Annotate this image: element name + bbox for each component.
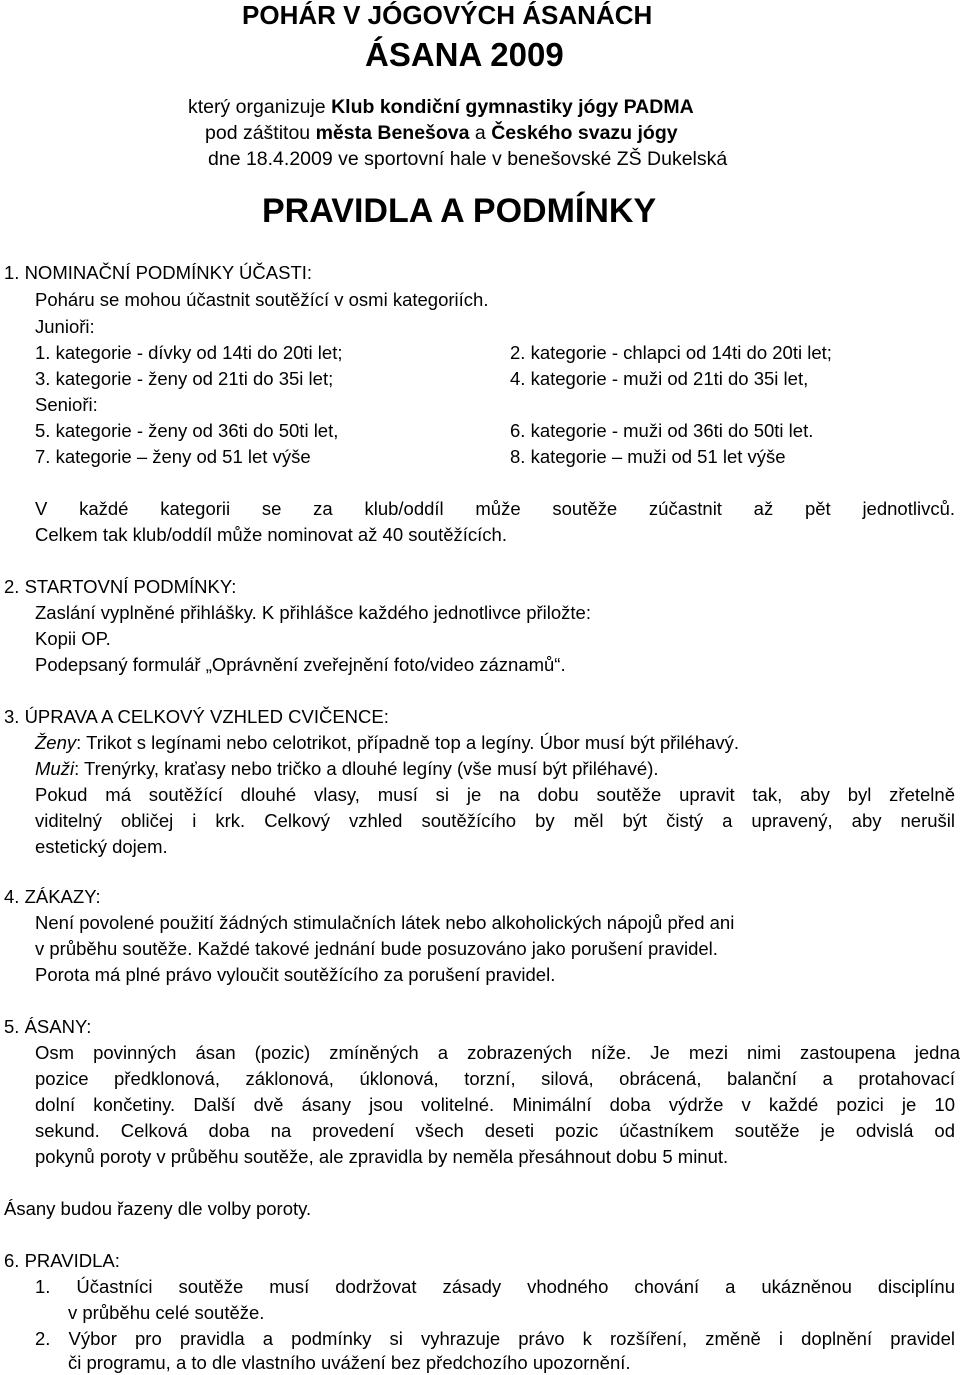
section-3-paragraph-line-2: viditelný obličej i krk. Celkový vzhled soutěžícího by měl být čistý a upravený, aby nerušil xyxy=(35,810,955,831)
section-4-line-1: Není povolené použití žádných stimulačních látek nebo alkoholických nápojů před ani xyxy=(35,912,735,933)
section-3-paragraph-line-3: estetický dojem. xyxy=(35,836,168,857)
section-4-line-3: Porota má plné právo vyloučit soutěžícího za porušení pravidel. xyxy=(35,964,556,985)
patronage-prefix: pod záštitou xyxy=(205,122,316,144)
men-outfit-line xyxy=(35,758,659,780)
juniors-label: Junioři: xyxy=(35,316,95,337)
patronage-line xyxy=(205,122,678,145)
date-line: dne 18.4.2009 ve sportovní hale v benešovské ZŠ Dukelská xyxy=(208,148,728,170)
section-3-heading: 3. ÚPRAVA A CELKOVÝ VZHLED CVIČENCE: xyxy=(4,706,389,727)
organizer-prefix: který organizuje xyxy=(188,96,332,118)
organizer-line xyxy=(188,96,694,119)
seniors-label: Senioři: xyxy=(35,394,98,415)
rule-2-line-1: 2. Výbor pro pravidla a podmínky si vyhrazuje právo k rozšíření, změně i doplnění pravidel xyxy=(35,1328,955,1349)
section-5-line-5: pokynů poroty v průběhu soutěže, ale zpravidla by neměla přesáhnout dobu 5 minut. xyxy=(35,1146,729,1167)
category-1: 1. kategorie - dívky od 14ti do 20ti let; xyxy=(35,342,343,363)
order-note: Ásany budou řazeny dle volby poroty. xyxy=(4,1198,312,1219)
women-outfit-line xyxy=(35,732,739,754)
patron-city: města Benešova xyxy=(315,122,470,144)
section-1-paragraph-1: V každé kategorii se za klub/oddíl může soutěže zúčastnit až pět jednotlivců. xyxy=(35,498,955,519)
section-5-line-2: pozice předklonová, záklonová, úklonová, torzní, silová, obrácená, balanční a protahovací xyxy=(35,1068,955,1089)
category-4: 4. kategorie - muži od 21ti do 35i let, xyxy=(510,368,809,389)
section-2-line-1: Zaslání vyplněné přihlášky. K přihlášce každého jednotlivce přiložte: xyxy=(35,602,591,623)
category-3: 3. kategorie - ženy od 21ti do 35i let; xyxy=(35,368,334,389)
section-1-heading: 1. NOMINAČNÍ PODMÍNKY ÚČASTI: xyxy=(4,262,313,283)
rule-1-line-2: v průběhu celé soutěže. xyxy=(68,1302,265,1323)
patronage-and: a xyxy=(469,122,492,144)
women-label: Ženy xyxy=(35,732,77,753)
rule-2-line-2: či programu, a to dle vlastního uvážení bez předchozího upozornění. xyxy=(68,1352,631,1373)
organizer-name: Klub kondiční gymnastiky jógy PADMA xyxy=(331,96,694,118)
men-outfit-text: : Trenýrky, kraťasy nebo tričko a dlouhé legíny (vše musí být přiléhavé). xyxy=(74,758,659,779)
category-8: 8. kategorie – muži od 51 let výše xyxy=(510,446,786,467)
section-1-paragraph-2: Celkem tak klub/oddíl může nominovat až 40 soutěžících. xyxy=(35,524,507,545)
section-4-heading: 4. ZÁKAZY: xyxy=(4,886,101,907)
title-asana-2009: ÁSANA 2009 xyxy=(365,36,564,73)
women-outfit-text: : Trikot s legínami nebo celotrikot, případně top a legíny. Úbor musí být přiléhavý. xyxy=(76,732,740,753)
section-5-line-3: dolní končetiny. Další dvě ásany jsou volitelné. Minimální doba výdrže v každé pozici je 10 xyxy=(35,1094,955,1115)
section-2-line-3: Podepsaný formulář „Oprávnění zveřejnění foto/video záznamů“. xyxy=(35,654,566,675)
section-5-line-1: Osm povinných ásan (pozic) zmíněných a zobrazených níže. Je mezi nimi zastoupena jedna xyxy=(35,1042,960,1063)
section-4-line-2: v průběhu soutěže. Každé takové jednání bude posuzováno jako porušení pravidel. xyxy=(35,938,718,959)
title-competition: POHÁR V JÓGOVÝCH ÁSANÁCH xyxy=(242,0,653,30)
section-6-heading: 6. PRAVIDLA: xyxy=(4,1250,120,1271)
section-1-intro: Poháru se mohou účastnit soutěžící v osmi kategoriích. xyxy=(35,289,489,310)
section-2-line-2: Kopii OP. xyxy=(35,628,111,649)
rule-1-line-1: 1. Účastníci soutěže musí dodržovat zásady vhodného chování a ukázněnou disciplínu xyxy=(35,1276,955,1297)
patron-union: Českého svazu jógy xyxy=(491,122,678,144)
section-5-line-4: sekund. Celková doba na provedení všech deseti pozic účastníkem soutěže je odvislá od xyxy=(35,1120,955,1141)
category-7: 7. kategorie – ženy od 51 let výše xyxy=(35,446,311,467)
section-2-heading: 2. STARTOVNÍ PODMÍNKY: xyxy=(4,576,237,597)
category-5: 5. kategorie - ženy od 36ti do 50ti let, xyxy=(35,420,339,441)
category-6: 6. kategorie - muži od 36ti do 50ti let. xyxy=(510,420,814,441)
section-3-paragraph-line-1: Pokud má soutěžící dlouhé vlasy, musí si je na dobu soutěže upravit tak, aby byl zřetelně xyxy=(35,784,955,805)
rules-title: PRAVIDLA A PODMÍNKY xyxy=(262,192,657,230)
section-5-heading: 5. ÁSANY: xyxy=(4,1016,92,1037)
men-label: Muži xyxy=(35,758,75,779)
category-2: 2. kategorie - chlapci od 14ti do 20ti let; xyxy=(510,342,832,363)
